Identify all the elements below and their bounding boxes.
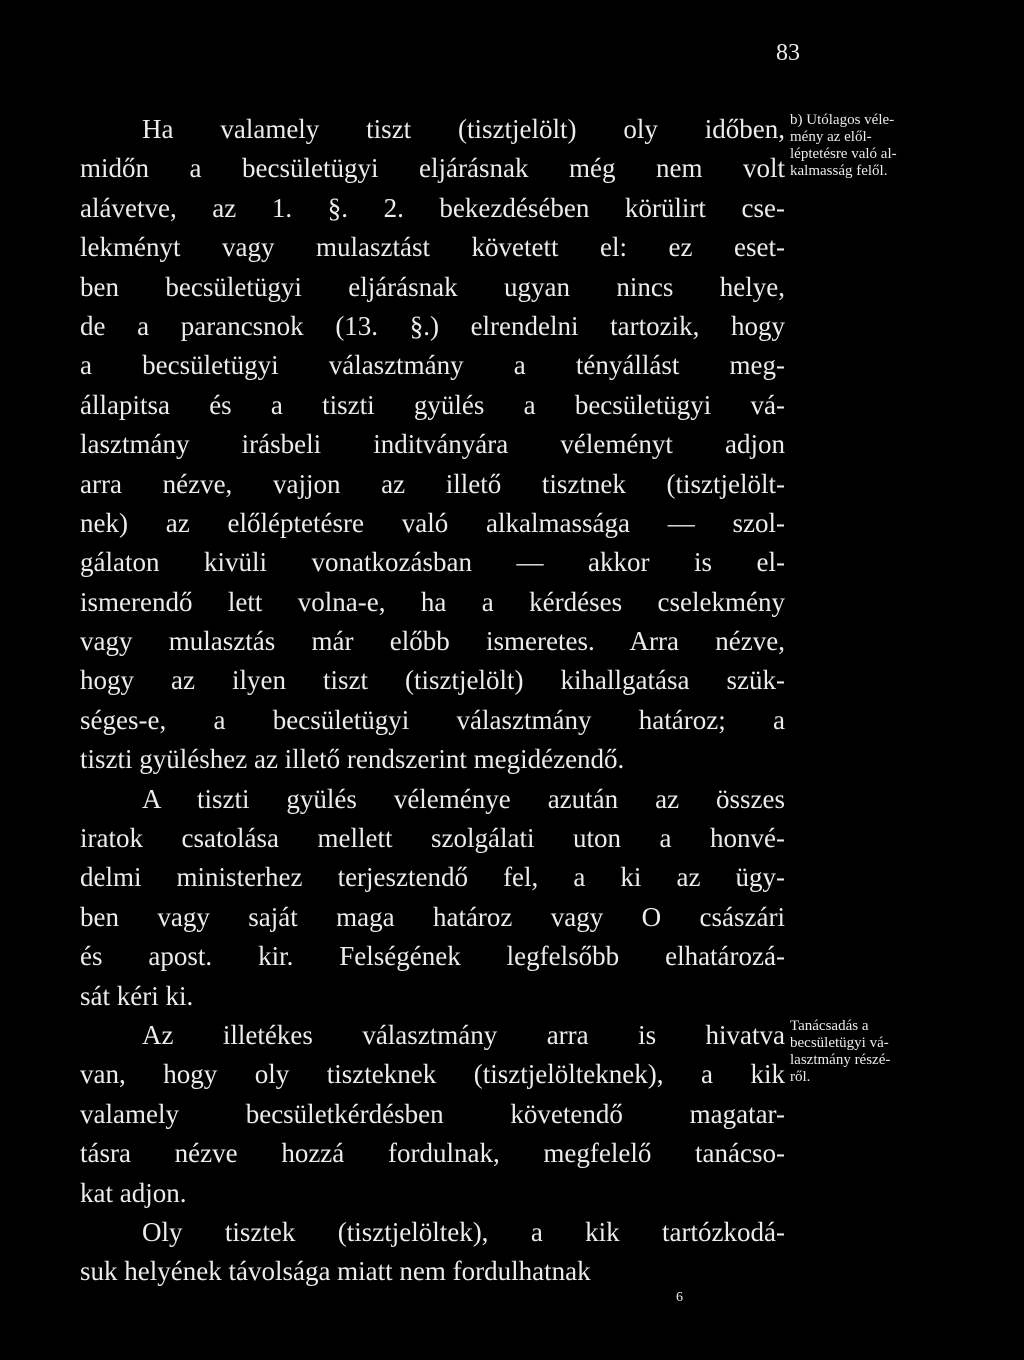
text-line: Oly tisztek (tisztjelöltek), a kik tartózkodá- [142, 1216, 785, 1247]
margin-note-utolagos: b) Utólagos véle- mény az elől- léptetésre való al- kalmasság felől. [790, 112, 897, 179]
text-line: de a parancsnok (13. §.) elrendelni tartozik, hogy [80, 310, 785, 341]
text-line: sát kéri ki. [80, 980, 194, 1011]
text-line: és apost. kir. Felségének legfelsőbb elhatározá- [80, 941, 785, 972]
text-line: van, hogy oly tiszteknek (tisztjelölteknek), a kik [80, 1059, 785, 1090]
margin-note-tanacsadas: Tanácsadás a becsületügyi vá- lasztmány részé- ről. [790, 1018, 891, 1085]
text-line: alávetve, az 1. §. 2. bekezdésében körülirt cse- [80, 192, 785, 223]
text-line: vagy mulasztás már előbb ismeretes. Arra nézve, [80, 626, 785, 657]
text-line: Ha valamely tiszt (tisztjelölt) oly időben, [142, 114, 785, 144]
text-line: nek) az előléptetésre való alkalmassága — szol- [80, 507, 785, 538]
main-text [80, 110, 785, 1292]
text-line: hogy az ilyen tiszt (tisztjelölt) kihallgatása szük- [80, 665, 785, 696]
text-line: gálaton kivüli vonatkozásban — akkor is el- [80, 547, 785, 578]
text-line: tásra nézve hozzá fordulnak, megfelelő tanácso- [80, 1138, 785, 1169]
text-line: kat adjon. [80, 1177, 187, 1208]
paragraph-container [80, 110, 785, 1292]
text-line: Az illetékes választmány arra is hivatva [142, 1019, 785, 1050]
page-number: 83 [776, 40, 800, 66]
text-line: ben becsületügyi eljárásnak ugyan nincs helye, [80, 271, 785, 302]
text-line: suk helyének távolsága miatt nem fordulhatnak [80, 1256, 591, 1287]
text-line: lekményt vagy mulasztást követett el: ez eset- [80, 232, 785, 263]
text-line: ismerendő lett volna-e, ha a kérdéses cselekmény [80, 586, 785, 617]
text-line: A tiszti gyülés véleménye azután az összes [142, 783, 785, 814]
paragraph [80, 110, 785, 780]
footer-mark: 6 [676, 1290, 683, 1305]
text-line: iratok csatolása mellett szolgálati uton a honvé- [80, 823, 785, 854]
paragraph [80, 780, 785, 1016]
paragraph [80, 1016, 785, 1213]
text-line: midőn a becsületügyi eljárásnak még nem volt [80, 153, 785, 184]
text-line: lasztmány irásbeli inditványára véleményt adjon [80, 429, 785, 460]
text-line: állapitsa és a tiszti gyülés a becsületügyi vá- [80, 389, 785, 420]
text-line: a becsületügyi választmány a tényállást meg- [80, 350, 785, 381]
text-line: séges-e, a becsületügyi választmány határoz; a [80, 704, 785, 735]
paragraph [80, 1213, 785, 1292]
text-line: tiszti gyüléshez az illető rendszerint megidézendő. [80, 744, 625, 775]
text-line: ben vagy saját maga határoz vagy O császári [80, 901, 785, 932]
text-line: arra nézve, vajjon az illető tisztnek (tisztjelölt- [80, 468, 785, 499]
text-line: delmi ministerhez terjesztendő fel, a ki az ügy- [80, 862, 785, 893]
text-line: valamely becsületkérdésben követendő magatar- [80, 1098, 785, 1129]
